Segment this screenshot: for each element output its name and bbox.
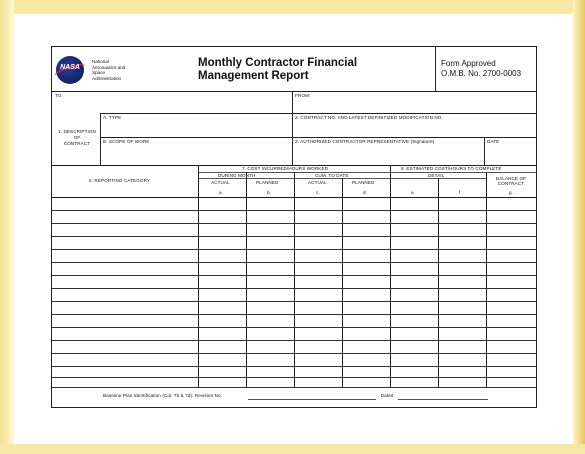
logo-text: NASA [60, 64, 80, 71]
table-row [52, 301, 536, 302]
col-b-label: b. [267, 190, 272, 195]
authorized-label: 3. AUTHORIZED CONTRACTOR REPRESENTATIVE (Signature) [295, 139, 435, 144]
table-row [52, 275, 536, 276]
description-line: OF [73, 135, 81, 141]
estimated-label: 8. ESTIMATED COST/HOURS TO COMPLETE [401, 166, 502, 171]
to-label: TO: [55, 93, 63, 98]
actual-label-2: ACTUAL [308, 180, 327, 185]
header-divider [435, 47, 436, 91]
agency-name [92, 59, 125, 81]
balance-of-contract-label: BALANCE OF CONTRACT [495, 176, 527, 186]
table-row [52, 340, 536, 341]
actual-label-1: ACTUAL [211, 180, 230, 185]
dated-line [398, 399, 488, 400]
header-bottom-line [52, 91, 536, 92]
during-month-label: DURING MONTH [218, 173, 256, 178]
detail-label: DETAIL [428, 173, 445, 178]
agency-line: Aeronautics and [92, 64, 126, 70]
agency-line: Space [92, 70, 106, 76]
table-row [52, 314, 536, 315]
type-bottom-line [100, 137, 292, 138]
to-from-bottom-line [100, 113, 536, 114]
agency-line: Administration [92, 75, 122, 81]
description-label [56, 129, 98, 148]
table-row [52, 223, 536, 224]
col-e-label: e. [411, 190, 416, 195]
table-row [52, 210, 536, 211]
revision-line [248, 399, 376, 400]
table-row [52, 387, 536, 388]
table-row [52, 353, 536, 354]
col-d-label: d. [363, 190, 368, 195]
contract-no-label: 2. CONTRACT NO. AND LATEST DEFINITIZED MODIFICATION NO. [295, 115, 443, 120]
cum-to-date-label: CUM. TO DATE [315, 173, 349, 178]
from-label: FROM: [295, 93, 311, 98]
col-g-label: g. [509, 190, 514, 195]
report-title-line1: Monthly Contractor Financial [198, 57, 358, 69]
table-row [52, 327, 536, 328]
table-row [52, 236, 536, 237]
report-title-line2: Management Report [198, 70, 309, 82]
col-line-g [486, 172, 487, 387]
table-row [52, 288, 536, 289]
col-f-label: f. [459, 190, 462, 195]
description-line: 1. DESCRIPTION [58, 129, 96, 134]
col-a-label: a. [219, 190, 224, 195]
description-line: CONTRACT [63, 141, 91, 147]
frame-bottom [0, 444, 585, 454]
date-label: DATE [487, 139, 500, 144]
table-row [52, 377, 536, 378]
type-label: A. TYPE [103, 115, 122, 120]
frame-right [573, 0, 585, 454]
planned-label-1: PLANNED [256, 180, 279, 185]
baseline-plan-label: Baseline Plan Identification (Col. 7b & 7d): Revision No. [103, 393, 223, 398]
table-row [52, 366, 536, 367]
date-divider [484, 137, 485, 165]
financial-report-form [51, 46, 537, 408]
approved-line1: Form Approved [441, 59, 496, 68]
approved-line2: O.M.B. No. 2700-0003 [441, 69, 522, 78]
nasa-logo [56, 56, 84, 84]
frame-top [0, 0, 585, 14]
planned-label-2: PLANNED [352, 180, 375, 185]
cost-incurred-label: 7. COST INCURRED/HOURS WORKED [242, 166, 329, 171]
agency-line: National [92, 59, 109, 64]
col-line-b [246, 172, 247, 387]
to-from-divider [292, 91, 293, 165]
col-c-label: c. [316, 190, 320, 195]
dated-label: , Dated [378, 393, 394, 398]
col-line-c [294, 172, 295, 387]
table-row [52, 262, 536, 263]
report-title [198, 57, 357, 83]
reporting-category-label: 5. REPORTING CATEGORY [89, 178, 151, 183]
form-approved [441, 59, 521, 79]
table-row [52, 249, 536, 250]
description-divider [100, 113, 101, 165]
contract-no-bottom-line [292, 137, 536, 138]
scope-label: B. SCOPE OF WORK [103, 139, 150, 144]
frame-left [0, 0, 14, 454]
